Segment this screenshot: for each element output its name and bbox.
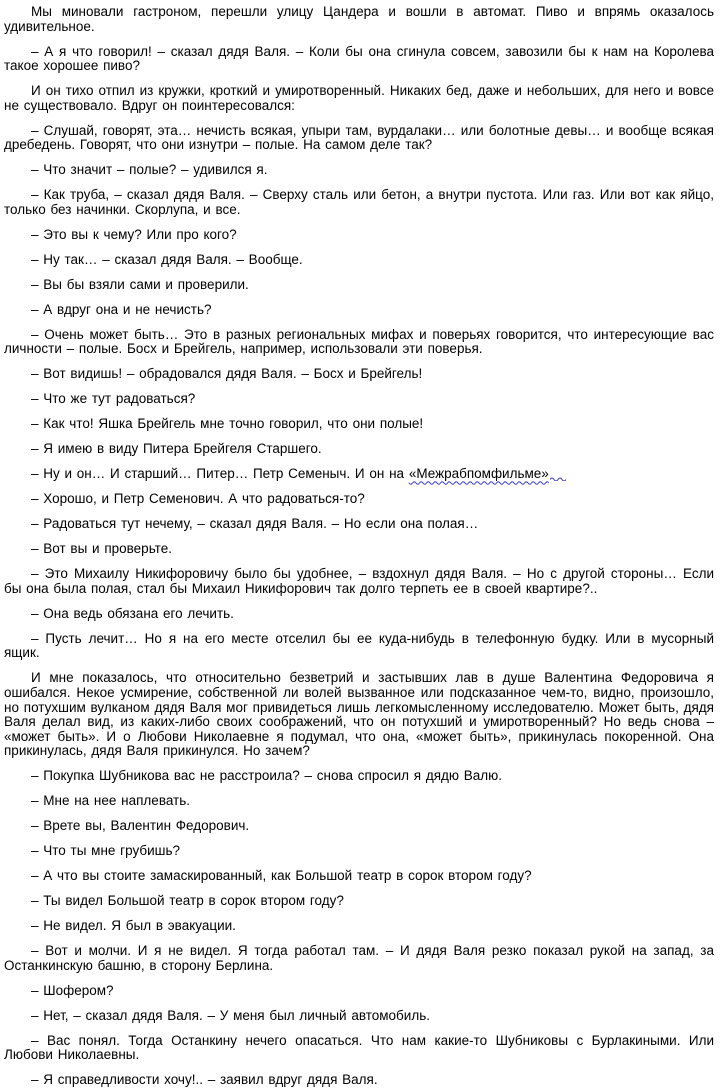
paragraph: – Она ведь обязана его лечить. — [31, 605, 234, 621]
paragraph: – А что вы стоите замаскированный, как Большой театр в сорок втором году? — [31, 868, 532, 884]
paragraph: – Вот и молчи. И я не видел. Я тогда работал там. – И дядя Валя резко показал рукой на запад, за Останкинскую башню, в сторону Берлина. — [4, 943, 714, 973]
paragraph: – Это вы к чему? Или про кого? — [31, 226, 237, 242]
paragraph: – Радоваться тут нечему, – сказал дядя Валя. – Но если она полая… — [31, 516, 479, 532]
paragraph: Мы миновали гастроном, перешли улицу Цандера и вошли в автомат. Пиво и впрямь оказалось удивительное. — [4, 4, 714, 34]
paragraph: – Пусть лечит… Но я на его месте отселил бы ее куда-нибудь в телефонную будку. Или в мусорный ящик. — [4, 630, 714, 661]
paragraph: – Я имею в виду Питера Брейгеля Старшего. — [31, 441, 322, 457]
paragraph: – Вот видишь! – обрадовался дядя Валя. – Босх и Брейгель! — [31, 366, 423, 382]
paragraph: – Что значит – полые? – удивился я. — [31, 162, 268, 178]
paragraph: – Вот вы и проверьте. — [31, 541, 172, 557]
paragraph: – А я что говорил! – сказал дядя Валя. – Коли бы она сгинула совсем, завозили бы к нам на Королева такое хорошее пиво? — [4, 43, 714, 74]
paragraph: – Что ты мне грубишь? — [31, 843, 181, 859]
paragraph: – Как труба, – сказал дядя Валя. – Сверху сталь или бетон, а внутри пустота. Или газ. Или вот как яйцо, только без начинки. Скорлупа, и все. — [4, 187, 714, 217]
paragraph: И он тихо отпил из кружки, кроткий и умиротворенный. Никаких бед, даже и небольших, для него и вовсе не существовало. Вдруг он поинтересовался: — [4, 83, 714, 113]
paragraph: – Нет, – сказал дядя Валя. – У меня был личный автомобиль. — [31, 1007, 430, 1023]
paragraph: – Мне на нее наплевать. — [31, 793, 191, 809]
paragraph: И мне показалось, что относительно безветрий и застывших лав в душе Валентина Федоровича я ошибался. Некое усмирение, собственной ли волей вызванное или подсказанное чем-то, видно, произошло, но потухшим вулканом дядя Валя мог привидеться лишь легкомысленному исследователю. Может быть, дядя Валя делал вид, из каких-либо своих соображений, что он потухший и умиротворенный? Но ведь снова – «может быть». И о Любови Николаевне я подумал, что она, «может быть», прикинулась покоренной. Она прикинулась, дядя Валя прикинулся. Но зачем? — [4, 670, 714, 759]
paragraph: – Это Михаилу Никифоровичу было бы удобнее, – вздохнул дядя Валя. – Но с другой стороны… Если бы она была полая, стал бы Михаил Никифорович так долго терпеть ее в своей квартире?.. — [4, 566, 714, 596]
spellcheck-squiggle-icon — [550, 476, 566, 481]
paragraph: – Как что! Яшка Брейгель мне точно говорил, что они полые! — [31, 416, 424, 432]
paragraph: – Хорошо, и Петр Семенович. А что радоваться-то? — [31, 491, 365, 507]
paragraph: – Покупка Шубникова вас не расстроила? – снова спросил я дядю Валю. — [31, 768, 503, 784]
paragraph: – Вы бы взяли сами и проверили. — [31, 276, 249, 292]
paragraph-text: – Ну и он… И старший… Питер… Петр Семеныч. И он на — [31, 466, 409, 482]
paragraph: – Шофером? — [31, 982, 114, 998]
paragraph — [4, 467, 714, 482]
misspelled-word: «Межрабпомфильме» — [408, 466, 549, 482]
paragraph: – Ну так… – сказал дядя Валя. – Вообще. — [31, 251, 303, 267]
paragraph: – Я справедливости хочу!.. – заявил вдруг дядя Валя. — [31, 1072, 378, 1088]
paragraph: – Очень может быть… Это в разных региональных мифах и поверьях говорится, что интересующие вас личности – полые. Босх и Брейгель, например, использовали эти поверья. — [4, 326, 714, 357]
paragraph: – А вдруг она и не нечисть? — [31, 301, 212, 317]
paragraph: – Ты видел Большой театр в сорок втором году? — [31, 893, 344, 909]
paragraph: – Врете вы, Валентин Федорович. — [31, 818, 250, 834]
paragraph: – Что же тут радоваться? — [31, 391, 196, 407]
paragraph: – Слушай, говорят, эта… нечисть всякая, упыри там, вурдалаки… или болотные девы… и вообще всякая дребедень. Говорят, что они изнутри – полые. На самом деле так? — [4, 122, 714, 153]
paragraph: – Вас понял. Тогда Останкину нечего опасаться. Что нам какие-то Шубниковы с Бурлакиными. Или Любови Николаевны. — [4, 1032, 714, 1063]
paragraph: – Не видел. Я был в эвакуации. — [31, 918, 236, 934]
